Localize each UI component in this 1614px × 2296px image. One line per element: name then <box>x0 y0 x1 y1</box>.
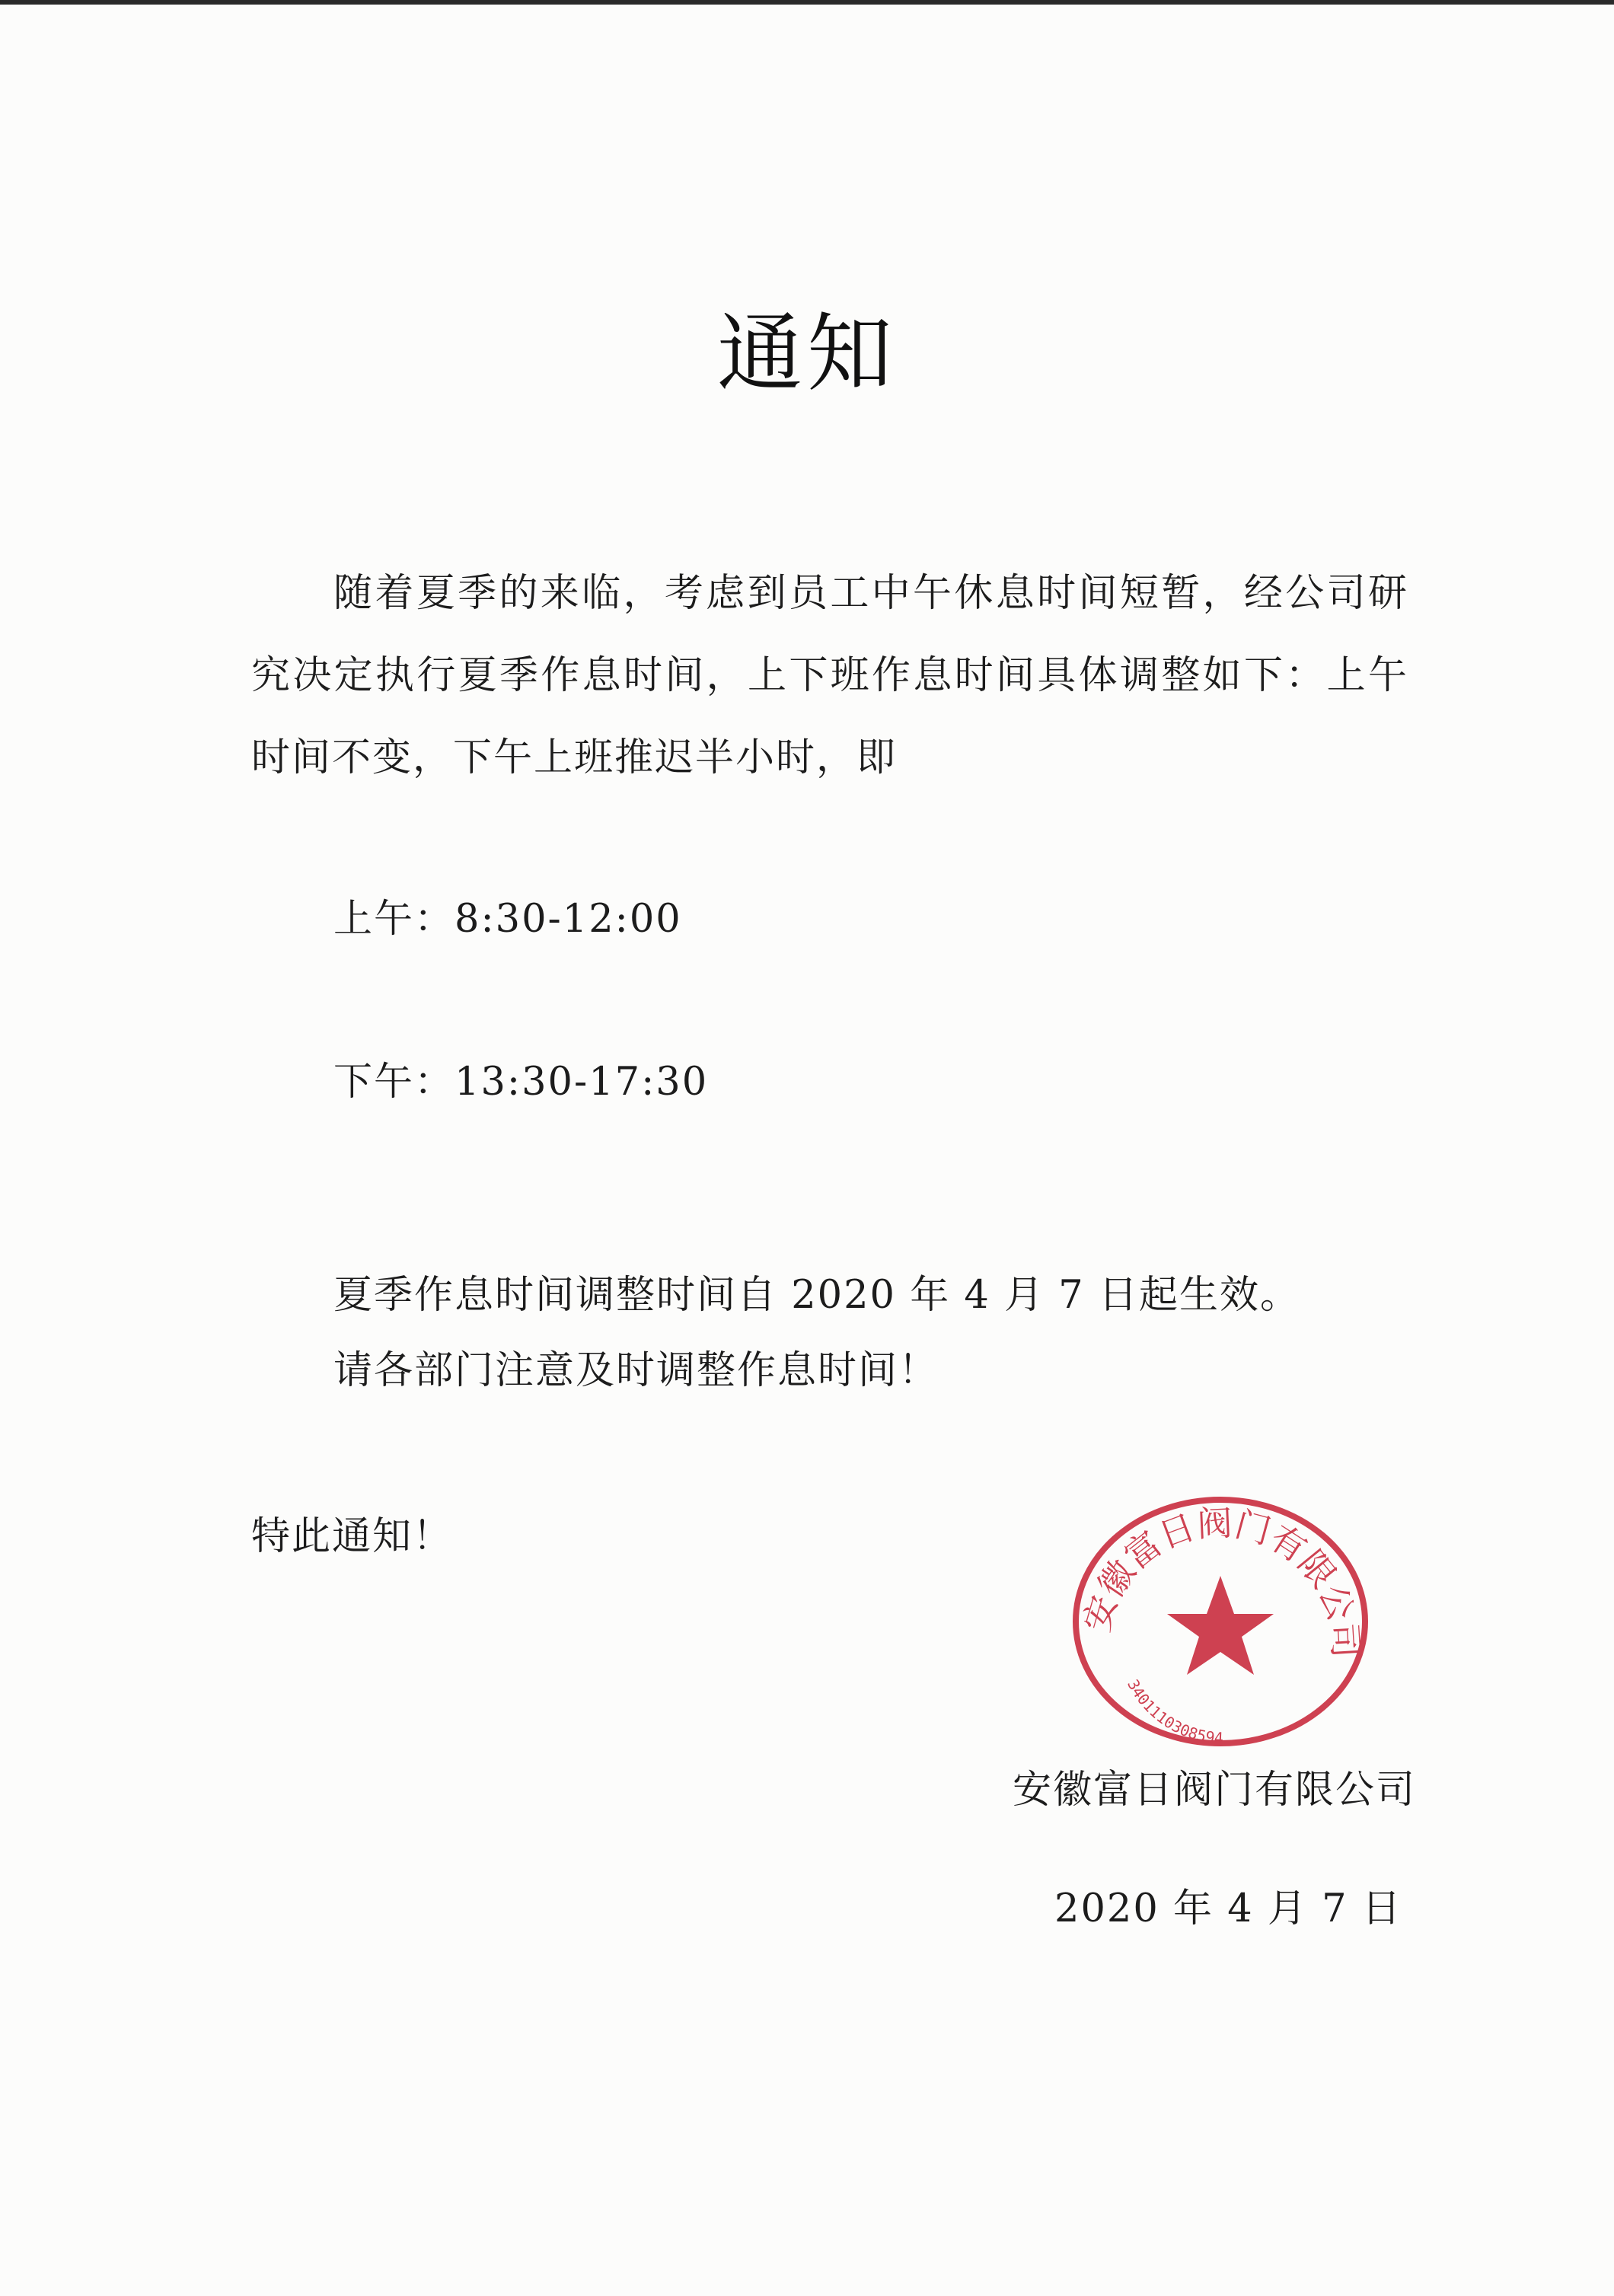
closing-line: 特此通知！ <box>251 1514 454 1559</box>
reminder-line: 请各部门注意及时调整作息时间！ <box>333 1348 939 1393</box>
effective-date-line: 夏季作息时间调整时间自 2020 年 4 月 7 日起生效。 <box>333 1273 1300 1318</box>
seal-code: 3401110308594 <box>1124 1676 1224 1748</box>
notice-title: 通知 <box>717 305 897 403</box>
afternoon-hours: 下午：13:30-17:30 <box>333 1060 709 1105</box>
star-icon <box>1167 1576 1274 1675</box>
morning-hours: 上午：8:30-12:00 <box>333 897 682 942</box>
notice-paragraph: 随着夏季的来临，考虑到员工中午休息时间短暂，经公司研究决定执行夏季作息时间，上下班作息时间具体调整如下：上午时间不变，下午上班推迟半小时，即 <box>251 571 1408 780</box>
seal-text: 安徽富日阀门有限公司 <box>1076 1502 1367 1660</box>
page-top-edge <box>0 0 1614 5</box>
company-seal <box>1061 1492 1380 1751</box>
signature-date: 2020 年 4 月 7 日 <box>1054 1886 1402 1931</box>
signature-company: 安徽富日阀门有限公司 <box>1013 1768 1417 1813</box>
